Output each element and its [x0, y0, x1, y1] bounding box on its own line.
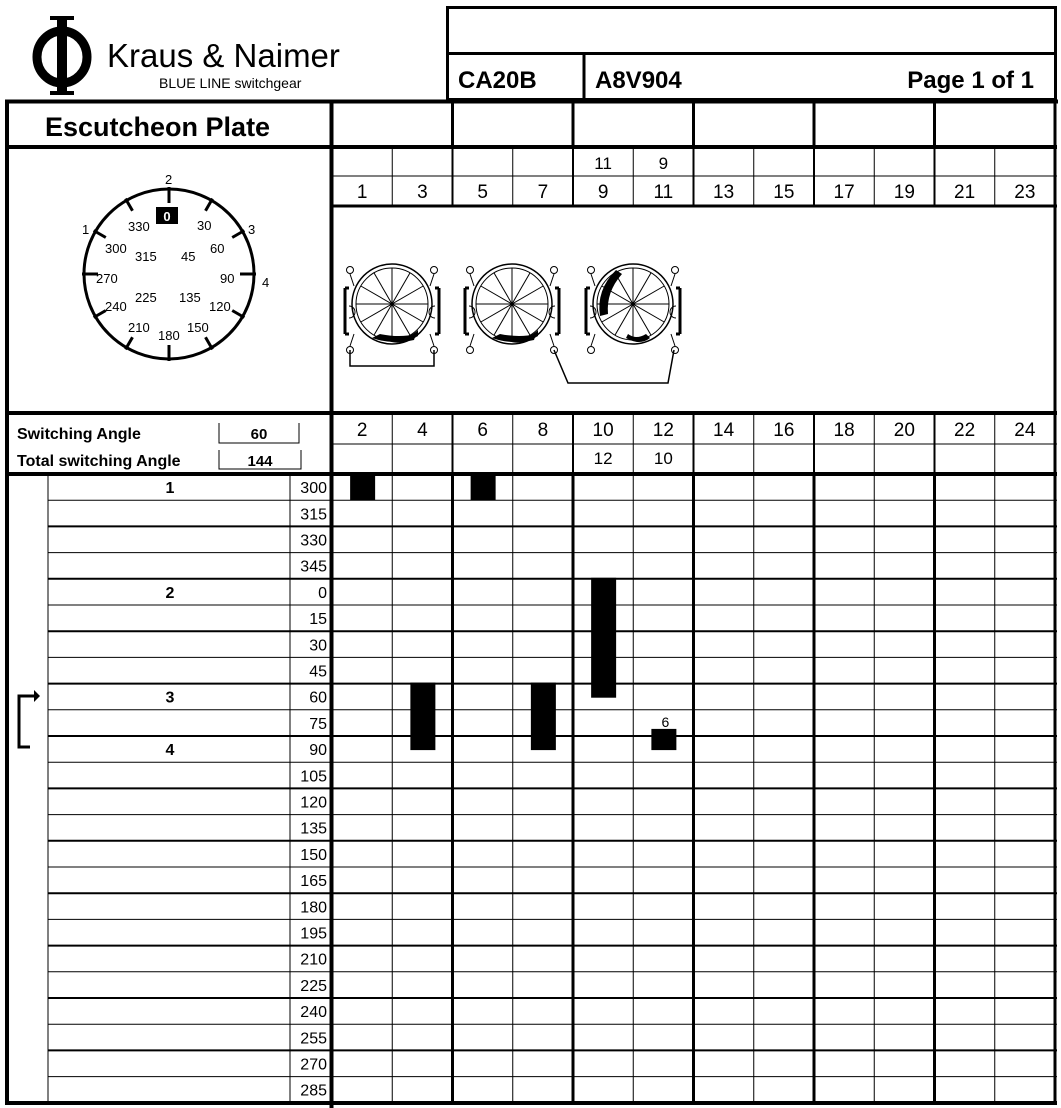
row-angle-300: 300	[300, 480, 327, 498]
row-angle-90: 90	[309, 742, 327, 760]
cam-terminal	[588, 267, 595, 274]
switching-chart-grid	[48, 474, 1057, 1103]
total-switching-angle-label: Total switching Angle	[17, 453, 181, 470]
row-position-4: 4	[165, 742, 175, 760]
cam-bracket	[465, 288, 469, 334]
dial-position-4: 4	[262, 275, 270, 290]
terminal-top-9: 9	[597, 182, 609, 203]
dial-angle-0: 0	[163, 209, 171, 224]
dial-angle-225: 225	[135, 290, 157, 305]
row-angle-30: 30	[309, 637, 327, 655]
terminal-grid	[332, 101, 1057, 474]
row-position-3: 3	[165, 689, 175, 707]
row-angle-210: 210	[300, 951, 327, 969]
dial-angle-180: 180	[158, 328, 180, 343]
terminal-top-7: 7	[537, 182, 549, 203]
row-angle-135: 135	[300, 820, 327, 838]
terminal-bottom-12: 12	[652, 420, 674, 441]
row-angle-0: 0	[318, 584, 327, 602]
page-indicator: Page 1 of 1	[907, 67, 1034, 94]
terminal-top-15: 15	[773, 182, 795, 203]
row-angle-105: 105	[300, 768, 327, 786]
cam-lead	[671, 334, 675, 346]
dial-angle-30: 30	[197, 218, 212, 233]
dial-angle-120: 120	[209, 299, 231, 314]
contact-closed-5-6	[471, 475, 496, 500]
contact-closed-1-2	[350, 475, 375, 500]
phi-logo-icon	[37, 16, 87, 95]
cam-bracket	[345, 288, 349, 334]
cam-bracket	[586, 288, 590, 334]
brand-tagline: BLUE LINE switchgear	[159, 75, 302, 91]
dial-angle-150: 150	[187, 320, 209, 335]
dial-angle-270: 270	[96, 271, 118, 286]
terminal-top-21: 21	[954, 182, 976, 203]
cam-lead	[470, 274, 474, 286]
company-logo	[37, 16, 340, 95]
terminal-top-13: 13	[713, 182, 735, 203]
terminal-bottom-2: 2	[356, 420, 368, 441]
cam-bracket	[435, 288, 439, 334]
cam-bracket	[676, 288, 680, 334]
row-angle-75: 75	[309, 715, 327, 733]
row-angle-120: 120	[300, 794, 327, 812]
cam-lead	[430, 334, 434, 346]
row-angle-150: 150	[300, 846, 327, 864]
cam-lead	[591, 334, 595, 346]
terminal-top-extra: 9	[658, 154, 669, 173]
cam-bridge	[554, 350, 674, 383]
contact-closed-7-8	[531, 683, 556, 751]
cam-terminal	[588, 347, 595, 354]
row-angle-60: 60	[309, 689, 327, 707]
dial-angle-210: 210	[128, 320, 150, 335]
cam-lead	[430, 274, 434, 286]
escutcheon-title: Escutcheon Plate	[45, 112, 271, 142]
dial-position-3: 3	[248, 222, 256, 237]
dial-angle-300: 300	[105, 241, 127, 256]
row-angle-195: 195	[300, 925, 327, 943]
cam-lead	[550, 274, 554, 286]
terminal-bottom-10: 10	[592, 420, 614, 441]
dial-angle-135: 135	[179, 290, 201, 305]
row-angle-255: 255	[300, 1030, 327, 1048]
row-angle-165: 165	[300, 873, 327, 891]
dial-angle-330: 330	[128, 219, 150, 234]
cam-lead	[591, 274, 595, 286]
terminal-bottom-24: 24	[1014, 420, 1036, 441]
cam-terminal	[467, 347, 474, 354]
switching-chart-rows	[166, 480, 328, 1100]
dial-position-1: 1	[82, 222, 90, 237]
row-angle-240: 240	[300, 1004, 327, 1022]
terminal-bottom-14: 14	[713, 420, 735, 441]
dial-position-2: 2	[165, 172, 173, 187]
cam-lead	[550, 334, 554, 346]
cam-lead	[350, 334, 354, 346]
row-angle-330: 330	[300, 532, 327, 550]
row-position-2: 2	[165, 584, 175, 602]
terminal-top-23: 23	[1014, 182, 1036, 203]
terminal-top-19: 19	[893, 182, 915, 203]
escutcheon-dial	[82, 172, 269, 361]
contact-cam-drawings	[345, 264, 680, 383]
terminal-top-1: 1	[356, 182, 368, 203]
terminal-top-extra: 11	[594, 154, 612, 173]
brand-name: Kraus & Naimer	[107, 37, 340, 74]
cam-terminal	[672, 347, 679, 354]
terminal-top-5: 5	[477, 182, 488, 203]
cam-terminal	[672, 267, 679, 274]
terminal-bottom-22: 22	[954, 420, 976, 441]
switching-angle-label: Switching Angle	[17, 426, 141, 443]
cam-terminal	[347, 267, 354, 274]
terminal-top-17: 17	[833, 182, 855, 203]
contact-cam	[586, 264, 680, 354]
cam-terminal	[431, 267, 438, 274]
row-angle-45: 45	[309, 663, 327, 681]
row-angle-270: 270	[300, 1056, 327, 1074]
row-angle-225: 225	[300, 977, 327, 995]
row-angle-285: 285	[300, 1082, 327, 1100]
cam-bracket	[555, 288, 559, 334]
dial-angle-240: 240	[105, 299, 127, 314]
contact-note: 6	[661, 713, 670, 730]
cam-lead	[350, 274, 354, 286]
rotation-stop-bracket-icon	[19, 690, 40, 747]
terminal-bottom-18: 18	[833, 420, 855, 441]
contact-cam	[465, 264, 559, 354]
cam-terminal	[467, 267, 474, 274]
terminal-bottom-8: 8	[537, 420, 549, 441]
switching-angle-value: 60	[250, 426, 268, 443]
cam-contact-segment	[626, 334, 650, 342]
contact-closed-3-4	[410, 683, 435, 751]
dial-angle-60: 60	[210, 241, 225, 256]
dial-angle-315: 315	[135, 249, 157, 264]
terminal-bottom-20: 20	[893, 420, 915, 441]
cam-lead	[671, 274, 675, 286]
cam-lead	[470, 334, 474, 346]
row-position-1: 1	[165, 480, 175, 498]
terminal-top-11: 11	[653, 182, 674, 203]
model-number: CA20B	[458, 67, 537, 94]
cam-bridge	[350, 350, 434, 366]
dial-angle-90: 90	[220, 271, 235, 286]
contact-closed-9-10	[591, 578, 616, 698]
contact-cam	[345, 264, 439, 354]
article-code: A8V904	[595, 67, 682, 94]
row-angle-180: 180	[300, 899, 327, 917]
dial-angle-45: 45	[181, 249, 196, 264]
contact-closed-11-12	[651, 729, 676, 750]
row-angle-315: 315	[300, 506, 327, 524]
terminal-bottom-extra: 12	[593, 449, 613, 468]
terminal-bottom-16: 16	[773, 420, 795, 441]
terminal-top-3: 3	[417, 182, 428, 203]
total-switching-angle-value: 144	[247, 453, 273, 470]
terminal-bottom-extra: 10	[653, 449, 673, 468]
terminal-bottom-4: 4	[417, 420, 428, 441]
row-angle-345: 345	[300, 558, 327, 576]
row-angle-15: 15	[309, 611, 327, 629]
cam-terminal	[551, 267, 558, 274]
terminal-bottom-6: 6	[477, 420, 488, 441]
